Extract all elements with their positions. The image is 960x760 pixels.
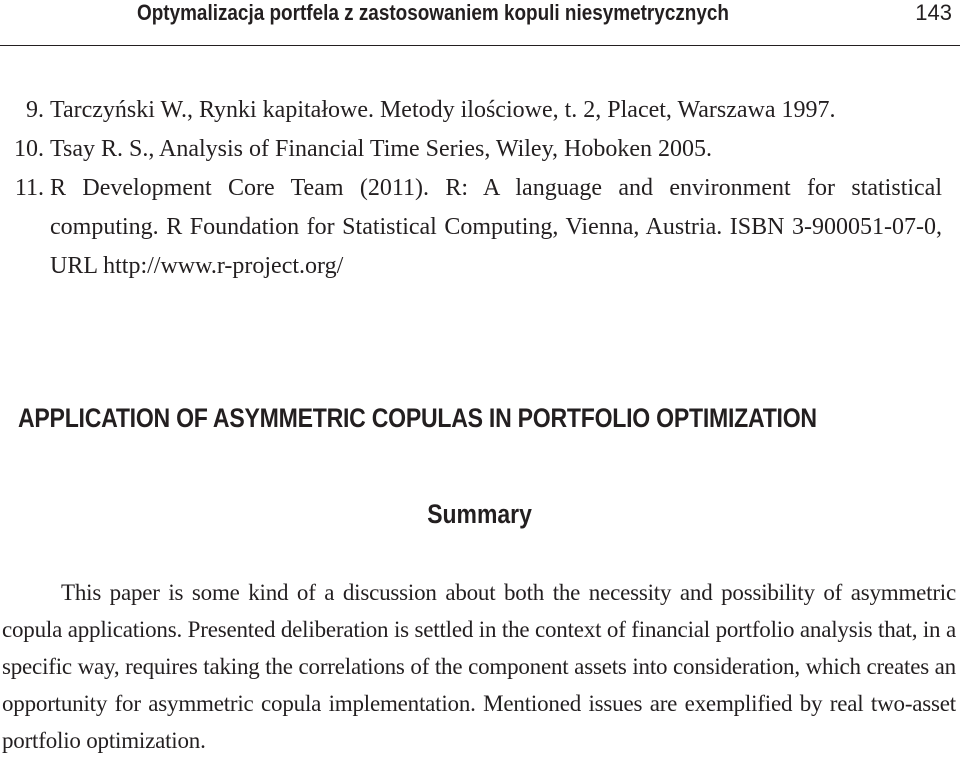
reference-item <box>0 130 942 169</box>
summary-text: This paper is some kind of a discussion about both the necessity and possibility of asymmetric copula applications. Presented deliberation is settled in the context of financial portfolio analysis that, in a specific way, requires taking the correlations of the component assets into consideration, which creates an opportunity for asymmetric copula implementation. Mentioned issues are exemplified by real two-asset portfolio optimization. <box>2 580 956 753</box>
running-title: Optymalizacja portfela z zastosowaniem kopuli niesymetrycznych <box>137 0 729 25</box>
summary-heading <box>0 497 960 531</box>
summary-heading-text: Summary <box>427 499 533 529</box>
reference-number: 11. <box>14 175 44 201</box>
page-number: 143 <box>915 0 952 25</box>
article-title-text: APPLICATION OF ASYMMETRIC COPULAS IN PORTFOLIO OPTIMIZATION <box>18 403 817 433</box>
running-header <box>0 0 960 46</box>
reference-item <box>0 169 942 286</box>
reference-item <box>0 91 942 130</box>
reference-number: 10. <box>14 136 44 162</box>
reference-number: 9. <box>26 97 44 123</box>
reference-text: Tarczyński W., Rynki kapitałowe. Metody ilościowe, t. 2, Placet, Warszawa 1997. <box>50 97 836 123</box>
reference-list <box>0 91 960 286</box>
reference-text: Tsay R. S., Analysis of Financial Time Series, Wiley, Hoboken 2005. <box>50 136 713 162</box>
article-title <box>0 401 960 435</box>
reference-text: R Development Core Team (2011). R: A language and environment for statistical computing. R Foundation for Statistical Computing, Vienna, Austria. ISBN 3-900051-07-0, URL http://www.r-project.org/ <box>50 175 942 279</box>
